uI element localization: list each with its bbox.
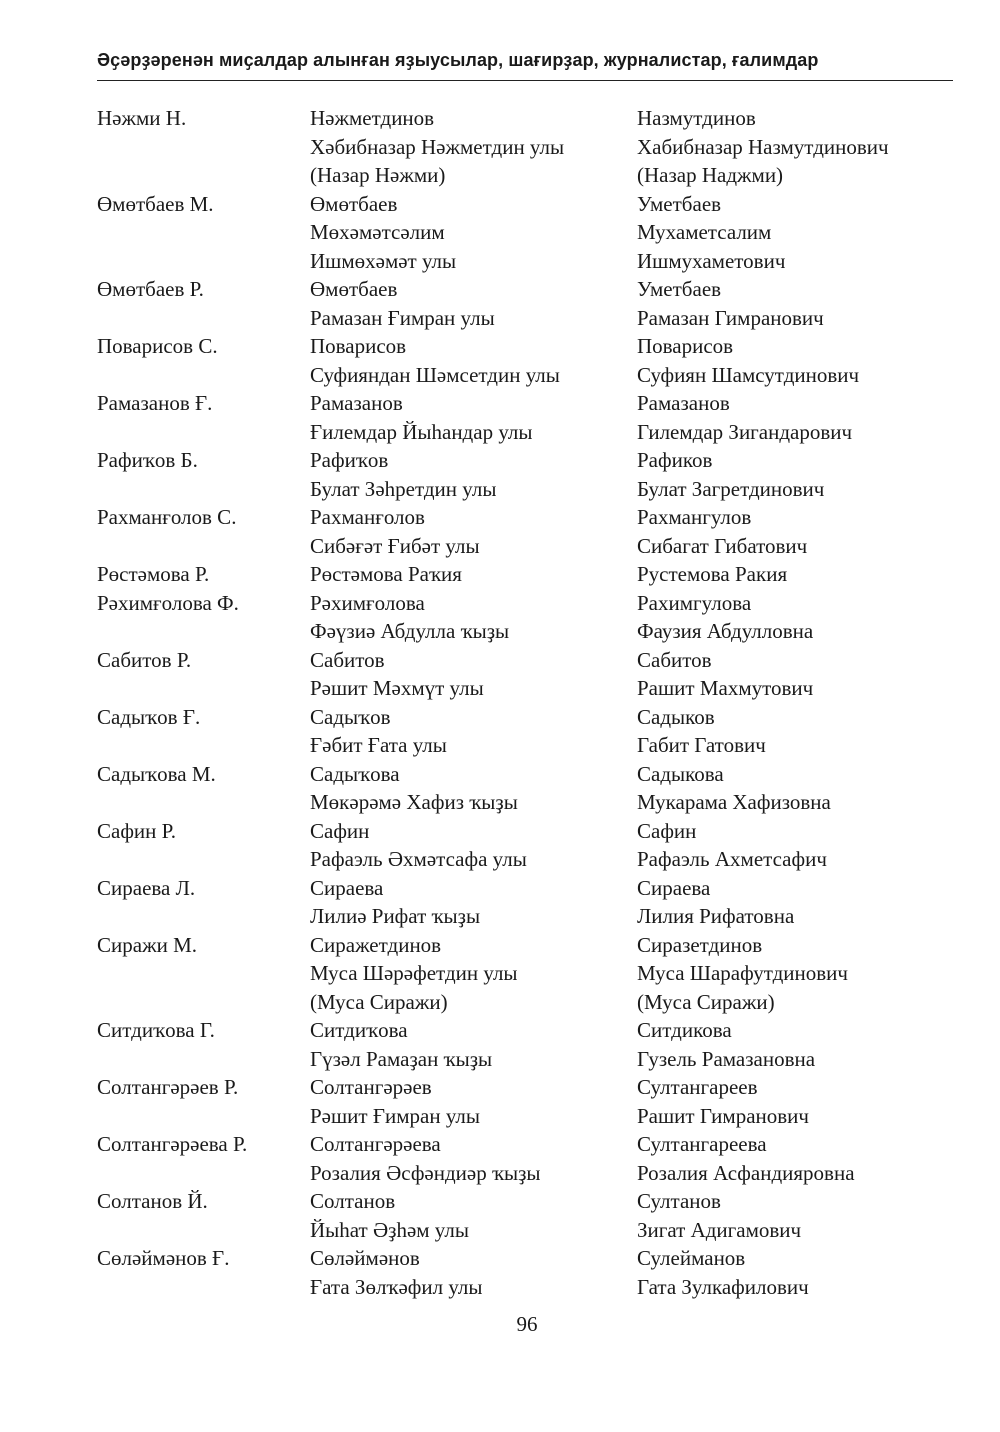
- bashkir-full-name-cell: Рафиҡов: [310, 448, 389, 472]
- table-row: [97, 788, 953, 817]
- bashkir-full-name-cell: Солтангәрәева: [310, 1132, 441, 1156]
- russian-full-name-cell: Сибагат Гибатович: [637, 533, 808, 558]
- short-name-cell: Сираева Л.: [97, 875, 196, 900]
- table-row: [97, 1073, 953, 1102]
- short-name-cell: Рөстәмова Р.: [97, 562, 210, 586]
- bashkir-full-name-cell: Лилиә Рифат ҡыҙы: [310, 904, 481, 928]
- short-name-cell: Сиражи М.: [97, 932, 197, 957]
- russian-full-name-cell: Гилемдар Зигандарович: [637, 419, 853, 444]
- table-row: [97, 931, 953, 960]
- bashkir-full-name-cell: Өмөтбаев: [310, 191, 398, 216]
- bashkir-full-name-cell: Сиражетдинов: [310, 932, 442, 957]
- russian-full-name-cell: Рустемова Ракия: [637, 562, 788, 586]
- russian-full-name-cell: Мухаметсалим: [637, 220, 772, 244]
- table-row: [97, 446, 953, 475]
- table-row: [97, 1016, 953, 1045]
- russian-full-name-cell: Рамазанов: [637, 391, 730, 415]
- table-row: [97, 589, 953, 618]
- short-name-cell: Сафин Р.: [97, 818, 176, 843]
- short-name-cell: Рафиҡов Б.: [97, 448, 198, 472]
- russian-full-name-cell: Булат Загретдинович: [637, 476, 825, 501]
- table-row: [97, 503, 953, 532]
- table-row: [97, 1216, 953, 1245]
- table-row: [97, 133, 953, 162]
- russian-full-name-cell: Назмутдинов: [637, 106, 756, 130]
- bashkir-full-name-cell: Розалия Әсфәндиәр ҡыҙы: [310, 1160, 541, 1185]
- short-name-cell: Солтанов Й.: [97, 1189, 208, 1213]
- russian-full-name-cell: Сулейманов: [637, 1246, 746, 1270]
- page-number: 96: [516, 1312, 538, 1336]
- table-row: [97, 1159, 953, 1188]
- russian-full-name-cell: (Назар Наджми): [637, 163, 784, 187]
- russian-full-name-cell: Фаузия Абдулловна: [637, 619, 814, 643]
- names-table: [97, 104, 953, 1301]
- bashkir-full-name-cell: Сафин: [310, 818, 370, 843]
- short-name-cell: Поварисов С.: [97, 334, 218, 358]
- russian-full-name-cell: Габит Гатович: [637, 733, 766, 757]
- short-name-cell: Солтангәрәева Р.: [97, 1132, 248, 1156]
- table-row: [97, 104, 953, 133]
- table-row: [97, 959, 953, 988]
- table-row: [97, 1187, 953, 1216]
- russian-full-name-cell: Рашит Гимранович: [637, 1103, 809, 1128]
- bashkir-full-name-cell: (Назар Нәжми): [310, 163, 446, 187]
- short-name-cell: Сабитов Р.: [97, 647, 192, 672]
- russian-full-name-cell: Садыков: [637, 704, 715, 729]
- russian-full-name-cell: Поварисов: [637, 334, 734, 358]
- short-name-cell: Солтангәрәев Р.: [97, 1075, 239, 1099]
- table-row: [97, 218, 953, 247]
- table-row: [97, 1244, 953, 1273]
- table-row: [97, 617, 953, 646]
- bashkir-full-name-cell: Рәхимғолова: [310, 590, 425, 615]
- table-row: [97, 332, 953, 361]
- russian-full-name-cell: Гата Зулкафилович: [637, 1274, 809, 1299]
- russian-full-name-cell: Сабитов: [637, 647, 712, 672]
- russian-full-name-cell: Рашит Махмутович: [637, 676, 814, 700]
- bashkir-full-name-cell: Рахманғолов: [310, 505, 425, 529]
- bashkir-full-name-cell: Рөстәмова Раҡия: [310, 562, 462, 586]
- table-row: [97, 674, 953, 703]
- table-row: [97, 731, 953, 760]
- russian-full-name-cell: Сафин: [637, 818, 697, 843]
- table-row: [97, 1273, 953, 1302]
- bashkir-full-name-cell: Поварисов: [310, 334, 407, 358]
- russian-full-name-cell: Рафиков: [637, 448, 713, 472]
- table-row: [97, 361, 953, 390]
- bashkir-full-name-cell: Садыҡова: [310, 761, 400, 786]
- table-row: [97, 1045, 953, 1074]
- table-row: [97, 1130, 953, 1159]
- russian-full-name-cell: Уметбаев: [637, 277, 722, 301]
- short-name-cell: Садыҡова М.: [97, 761, 216, 786]
- bashkir-full-name-cell: Муса Шәрәфетдин улы: [310, 961, 518, 985]
- table-row: [97, 1102, 953, 1131]
- short-name-cell: Өмөтбаев Р.: [97, 277, 204, 301]
- bashkir-full-name-cell: Рәшит Мәхмүт улы: [310, 676, 484, 700]
- short-name-cell: Сөләймәнов Ғ.: [97, 1246, 230, 1270]
- table-row: [97, 703, 953, 732]
- table-row: [97, 845, 953, 874]
- bashkir-full-name-cell: Йыһат Әҙһәм улы: [310, 1217, 469, 1242]
- bashkir-full-name-cell: Ғәбит Ғата улы: [310, 733, 447, 757]
- russian-full-name-cell: Ишмухаметович: [637, 248, 786, 273]
- bashkir-full-name-cell: Рамазанов: [310, 391, 403, 415]
- header-rule: [97, 80, 953, 81]
- bashkir-full-name-cell: Рафаэль Әхмәтсафа улы: [310, 847, 527, 871]
- short-name-cell: Рахманғолов С.: [97, 505, 237, 529]
- russian-full-name-cell: Рахмангулов: [637, 505, 752, 529]
- russian-full-name-cell: Рахимгулова: [637, 590, 752, 615]
- bashkir-full-name-cell: Рамазан Ғимран улы: [310, 305, 495, 330]
- bashkir-full-name-cell: (Муса Сиражи): [310, 989, 448, 1014]
- russian-full-name-cell: Гузель Рамазановна: [637, 1046, 816, 1071]
- bashkir-full-name-cell: Хәбибназар Нәжметдин улы: [310, 134, 565, 159]
- table-row: [97, 902, 953, 931]
- short-name-cell: Рәхимғолова Ф.: [97, 590, 239, 615]
- russian-full-name-cell: Мукарама Хафизовна: [637, 790, 831, 814]
- bashkir-full-name-cell: Сираева: [310, 875, 384, 900]
- russian-full-name-cell: Ситдикова: [637, 1018, 732, 1042]
- bashkir-full-name-cell: Солтанов: [310, 1189, 396, 1213]
- bashkir-full-name-cell: Сибәғәт Ғибәт улы: [310, 533, 480, 558]
- table-row: [97, 560, 953, 589]
- table-row: [97, 475, 953, 504]
- short-name-cell: Нәжми Н.: [97, 106, 187, 130]
- bashkir-full-name-cell: Рәшит Ғимран улы: [310, 1103, 480, 1128]
- bashkir-full-name-cell: Мөхәмәтсәлим: [310, 220, 445, 244]
- table-row: [97, 275, 953, 304]
- table-row: [97, 418, 953, 447]
- russian-full-name-cell: Сираева: [637, 875, 711, 900]
- bashkir-full-name-cell: Сабитов: [310, 647, 385, 672]
- table-row: [97, 817, 953, 846]
- russian-full-name-cell: Рамазан Гимранович: [637, 305, 824, 330]
- russian-full-name-cell: Садыкова: [637, 761, 724, 786]
- bashkir-full-name-cell: Нәжметдинов: [310, 106, 435, 130]
- bashkir-full-name-cell: Мөкәрәмә Хафиз ҡыҙы: [310, 790, 518, 814]
- bashkir-full-name-cell: Суфияндан Шәмсетдин улы: [310, 362, 560, 387]
- bashkir-full-name-cell: Садыҡов: [310, 704, 391, 729]
- bashkir-full-name-cell: Гүзәл Рамаҙан ҡыҙы: [310, 1046, 493, 1071]
- table-row: [97, 760, 953, 789]
- bashkir-full-name-cell: Ғата Зөлҡәфил улы: [310, 1274, 483, 1299]
- russian-full-name-cell: Султангареев: [637, 1075, 758, 1099]
- table-row: [97, 161, 953, 190]
- table-row: [97, 389, 953, 418]
- russian-full-name-cell: Султангареева: [637, 1132, 767, 1156]
- russian-full-name-cell: Зигат Адигамович: [637, 1217, 802, 1242]
- bashkir-full-name-cell: Сөләймәнов: [310, 1246, 420, 1270]
- table-row: [97, 190, 953, 219]
- bashkir-full-name-cell: Фәүзиә Абдулла ҡыҙы: [310, 619, 510, 643]
- running-header: Әҫәрҙәренән миҫалдар алынған яҙыусылар, шағирҙар, журналистар, ғалимдар: [97, 50, 819, 70]
- russian-full-name-cell: Лилия Рифатовна: [637, 904, 795, 928]
- russian-full-name-cell: (Муса Сиражи): [637, 989, 775, 1014]
- russian-full-name-cell: Хабибназар Назмутдинович: [637, 134, 889, 159]
- table-row: [97, 646, 953, 675]
- table-row: [97, 874, 953, 903]
- short-name-cell: Садыҡов Ғ.: [97, 704, 201, 729]
- russian-full-name-cell: Сиразетдинов: [637, 932, 763, 957]
- table-row: [97, 532, 953, 561]
- russian-full-name-cell: Розалия Асфандияровна: [637, 1160, 855, 1185]
- table-row: [97, 988, 953, 1017]
- short-name-cell: Рамазанов Ғ.: [97, 391, 213, 415]
- russian-full-name-cell: Султанов: [637, 1189, 721, 1213]
- russian-full-name-cell: Суфиян Шамсутдинович: [637, 362, 860, 387]
- bashkir-full-name-cell: Булат Зәһретдин улы: [310, 476, 497, 501]
- short-name-cell: Ситдиҡова Г.: [97, 1018, 215, 1042]
- bashkir-full-name-cell: Ғилемдар Йыһандар улы: [310, 419, 533, 444]
- bashkir-full-name-cell: Солтангәрәев: [310, 1075, 432, 1099]
- table-row: [97, 247, 953, 276]
- bashkir-full-name-cell: Өмөтбаев: [310, 277, 398, 301]
- bashkir-full-name-cell: Ситдиҡова: [310, 1018, 408, 1042]
- russian-full-name-cell: Рафаэль Ахметсафич: [637, 847, 827, 871]
- short-name-cell: Өмөтбаев М.: [97, 191, 214, 216]
- russian-full-name-cell: Муса Шарафутдинович: [637, 961, 848, 985]
- table-row: [97, 304, 953, 333]
- russian-full-name-cell: Уметбаев: [637, 191, 722, 216]
- bashkir-full-name-cell: Ишмөхәмәт улы: [310, 248, 457, 273]
